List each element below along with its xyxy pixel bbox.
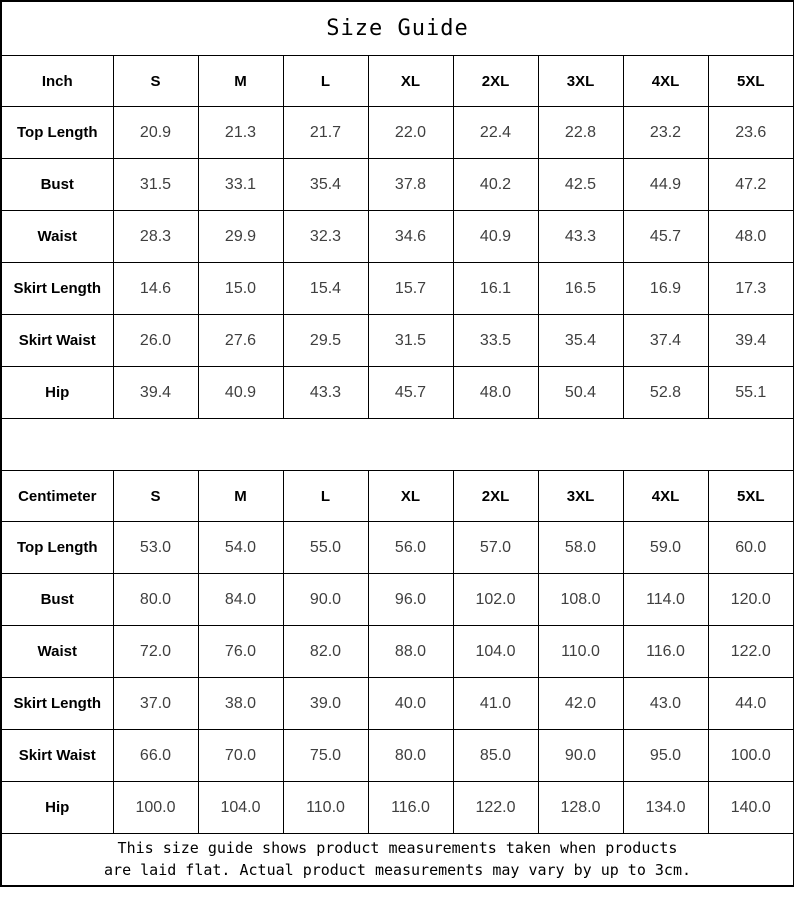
measurement-value: 122.0 xyxy=(708,626,794,678)
measurement-label: Bust xyxy=(1,159,113,211)
size-column-header: 4XL xyxy=(623,56,708,107)
measurement-value: 22.4 xyxy=(453,107,538,159)
size-column-header: L xyxy=(283,471,368,522)
measurement-value: 56.0 xyxy=(368,522,453,574)
measurement-value: 114.0 xyxy=(623,574,708,626)
unit-label: Inch xyxy=(1,56,113,107)
measurement-value: 37.4 xyxy=(623,315,708,367)
size-column-header: 2XL xyxy=(453,471,538,522)
size-column-header: 5XL xyxy=(708,471,794,522)
measurement-value: 88.0 xyxy=(368,626,453,678)
measurement-value: 39.0 xyxy=(283,678,368,730)
measurement-row xyxy=(1,730,794,782)
unit-label: Centimeter xyxy=(1,471,113,522)
measurement-value: 35.4 xyxy=(538,315,623,367)
measurement-value: 95.0 xyxy=(623,730,708,782)
measurement-value: 21.3 xyxy=(198,107,283,159)
measurement-value: 60.0 xyxy=(708,522,794,574)
measurement-label: Top Length xyxy=(1,522,113,574)
measurement-value: 45.7 xyxy=(368,367,453,419)
measurement-value: 104.0 xyxy=(198,782,283,834)
measurement-value: 85.0 xyxy=(453,730,538,782)
size-column-header: 2XL xyxy=(453,56,538,107)
measurement-value: 39.4 xyxy=(113,367,198,419)
measurement-value: 40.0 xyxy=(368,678,453,730)
measurement-value: 80.0 xyxy=(113,574,198,626)
measurement-value: 70.0 xyxy=(198,730,283,782)
measurement-value: 50.4 xyxy=(538,367,623,419)
size-column-header: S xyxy=(113,56,198,107)
measurement-value: 66.0 xyxy=(113,730,198,782)
measurement-value: 20.9 xyxy=(113,107,198,159)
measurement-value: 27.6 xyxy=(198,315,283,367)
measurement-value: 45.7 xyxy=(623,211,708,263)
table-spacer xyxy=(1,419,794,471)
measurement-value: 40.9 xyxy=(453,211,538,263)
footer-line-2: are laid flat. Actual product measurements may vary by up to 3cm. xyxy=(104,860,692,879)
measurement-value: 42.0 xyxy=(538,678,623,730)
measurement-value: 84.0 xyxy=(198,574,283,626)
size-column-header: XL xyxy=(368,56,453,107)
measurement-value: 26.0 xyxy=(113,315,198,367)
measurement-row xyxy=(1,211,794,263)
measurement-value: 43.3 xyxy=(538,211,623,263)
measurement-row xyxy=(1,678,794,730)
measurement-label: Skirt Waist xyxy=(1,315,113,367)
measurement-value: 116.0 xyxy=(368,782,453,834)
size-column-header: 5XL xyxy=(708,56,794,107)
footer-note xyxy=(1,834,794,887)
measurement-value: 110.0 xyxy=(283,782,368,834)
measurement-value: 34.6 xyxy=(368,211,453,263)
measurement-value: 35.4 xyxy=(283,159,368,211)
measurement-value: 15.0 xyxy=(198,263,283,315)
measurement-value: 110.0 xyxy=(538,626,623,678)
measurement-value: 16.9 xyxy=(623,263,708,315)
measurement-label: Hip xyxy=(1,367,113,419)
size-column-header: M xyxy=(198,471,283,522)
measurement-label: Hip xyxy=(1,782,113,834)
measurement-value: 40.2 xyxy=(453,159,538,211)
measurement-value: 44.0 xyxy=(708,678,794,730)
measurement-value: 22.0 xyxy=(368,107,453,159)
measurement-value: 21.7 xyxy=(283,107,368,159)
measurement-value: 48.0 xyxy=(453,367,538,419)
measurement-value: 44.9 xyxy=(623,159,708,211)
measurement-value: 57.0 xyxy=(453,522,538,574)
measurement-value: 102.0 xyxy=(453,574,538,626)
measurement-row xyxy=(1,626,794,678)
measurement-value: 116.0 xyxy=(623,626,708,678)
inch-table-body xyxy=(1,56,794,419)
footer-row xyxy=(1,834,794,887)
measurement-value: 37.0 xyxy=(113,678,198,730)
measurement-value: 40.9 xyxy=(198,367,283,419)
measurement-value: 37.8 xyxy=(368,159,453,211)
measurement-label: Skirt Waist xyxy=(1,730,113,782)
measurement-value: 48.0 xyxy=(708,211,794,263)
measurement-value: 33.5 xyxy=(453,315,538,367)
measurement-value: 140.0 xyxy=(708,782,794,834)
measurement-value: 53.0 xyxy=(113,522,198,574)
measurement-value: 31.5 xyxy=(113,159,198,211)
measurement-label: Top Length xyxy=(1,107,113,159)
measurement-value: 15.7 xyxy=(368,263,453,315)
size-column-header: M xyxy=(198,56,283,107)
measurement-value: 15.4 xyxy=(283,263,368,315)
measurement-value: 104.0 xyxy=(453,626,538,678)
measurement-value: 108.0 xyxy=(538,574,623,626)
measurement-row xyxy=(1,782,794,834)
measurement-label: Waist xyxy=(1,211,113,263)
measurement-value: 38.0 xyxy=(198,678,283,730)
measurement-value: 43.3 xyxy=(283,367,368,419)
size-column-header: 3XL xyxy=(538,471,623,522)
size-column-header: L xyxy=(283,56,368,107)
measurement-row xyxy=(1,574,794,626)
measurement-value: 17.3 xyxy=(708,263,794,315)
size-header-row xyxy=(1,471,794,522)
measurement-value: 76.0 xyxy=(198,626,283,678)
measurement-value: 32.3 xyxy=(283,211,368,263)
size-column-header: 3XL xyxy=(538,56,623,107)
measurement-value: 72.0 xyxy=(113,626,198,678)
measurement-value: 134.0 xyxy=(623,782,708,834)
measurement-value: 29.9 xyxy=(198,211,283,263)
measurement-value: 52.8 xyxy=(623,367,708,419)
measurement-label: Skirt Length xyxy=(1,263,113,315)
measurement-value: 80.0 xyxy=(368,730,453,782)
measurement-value: 96.0 xyxy=(368,574,453,626)
measurement-label: Waist xyxy=(1,626,113,678)
size-column-header: XL xyxy=(368,471,453,522)
measurement-value: 47.2 xyxy=(708,159,794,211)
measurement-value: 58.0 xyxy=(538,522,623,574)
measurement-value: 55.0 xyxy=(283,522,368,574)
table-spacer-row xyxy=(1,419,794,471)
measurement-value: 31.5 xyxy=(368,315,453,367)
measurement-row xyxy=(1,159,794,211)
measurement-value: 90.0 xyxy=(538,730,623,782)
measurement-value: 23.2 xyxy=(623,107,708,159)
size-column-header: 4XL xyxy=(623,471,708,522)
footer-line-1: This size guide shows product measurements taken when products xyxy=(117,838,678,857)
page-title: Size Guide xyxy=(1,1,794,56)
measurement-value: 42.5 xyxy=(538,159,623,211)
measurement-value: 33.1 xyxy=(198,159,283,211)
size-header-row xyxy=(1,56,794,107)
measurement-row xyxy=(1,522,794,574)
measurement-value: 16.5 xyxy=(538,263,623,315)
measurement-value: 29.5 xyxy=(283,315,368,367)
measurement-value: 90.0 xyxy=(283,574,368,626)
measurement-value: 54.0 xyxy=(198,522,283,574)
measurement-value: 14.6 xyxy=(113,263,198,315)
title-row xyxy=(1,1,794,56)
measurement-value: 128.0 xyxy=(538,782,623,834)
measurement-value: 122.0 xyxy=(453,782,538,834)
measurement-value: 39.4 xyxy=(708,315,794,367)
measurement-value: 75.0 xyxy=(283,730,368,782)
measurement-value: 100.0 xyxy=(113,782,198,834)
measurement-value: 82.0 xyxy=(283,626,368,678)
measurement-value: 41.0 xyxy=(453,678,538,730)
measurement-label: Skirt Length xyxy=(1,678,113,730)
measurement-value: 28.3 xyxy=(113,211,198,263)
measurement-value: 22.8 xyxy=(538,107,623,159)
measurement-row xyxy=(1,367,794,419)
measurement-value: 120.0 xyxy=(708,574,794,626)
size-column-header: S xyxy=(113,471,198,522)
measurement-row xyxy=(1,107,794,159)
measurement-value: 100.0 xyxy=(708,730,794,782)
measurement-value: 16.1 xyxy=(453,263,538,315)
measurement-row xyxy=(1,263,794,315)
measurement-label: Bust xyxy=(1,574,113,626)
measurement-value: 59.0 xyxy=(623,522,708,574)
measurement-value: 23.6 xyxy=(708,107,794,159)
measurement-row xyxy=(1,315,794,367)
measurement-value: 43.0 xyxy=(623,678,708,730)
centimeter-table-body xyxy=(1,471,794,834)
measurement-value: 55.1 xyxy=(708,367,794,419)
